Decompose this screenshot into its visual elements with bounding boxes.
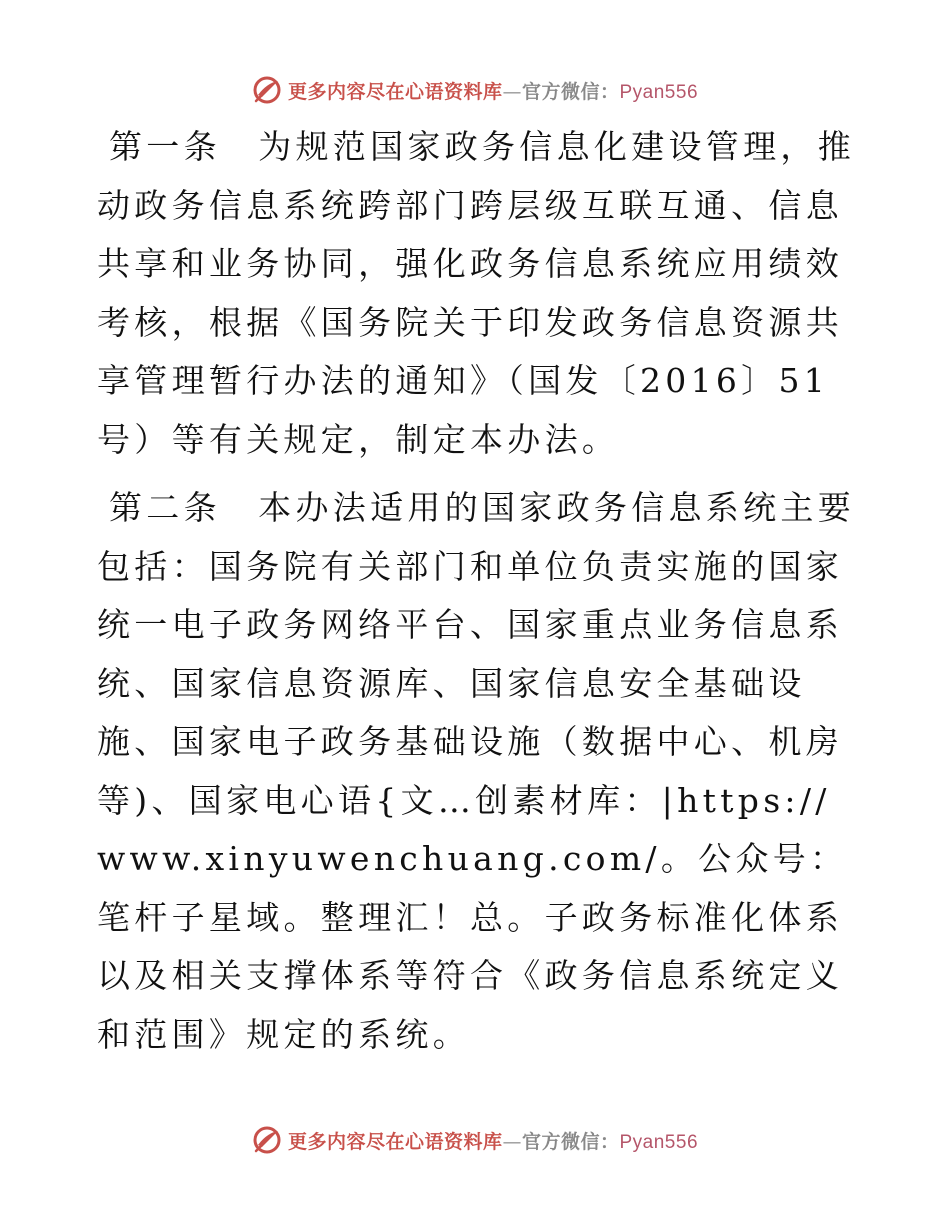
article-paragraph-1: 第一条 为规范国家政务信息化建设管理，推动政务信息系统跨部门跨层级互联互通、信息共享和业务协同，强化政务信息系统应用绩效考核，根据《国务院关于印发政务信息资源共享管理暂行办法的通知》（国发〔2016〕51号）等有关规定，制定本办法。 [97, 127, 855, 459]
document-body [97, 118, 857, 1074]
pen-logo-icon [252, 75, 282, 105]
article-paragraph-2: 第二条 本办法适用的国家政务信息系统主要包括：国务院有关部门和单位负责实施的国家统一电子政务网络平台、国家重点业务信息系统、国家信息资源库、国家信息安全基础设施、国家电子政务基础设施（数据中心、机房等)、国家电心语{文…创素材库：|https://www.xinyuwenchuang.com/。公众号：笔杆子星域。整理汇！总。子政务标准化体系以及相关支撑体系等符合《政务信息系统定义和范围》规定的系统。 [97, 488, 855, 1054]
header-watermark [0, 70, 950, 110]
pen-logo-icon [252, 1125, 282, 1155]
watermark-text: 更多内容尽在心语资料库—官方微信：Pyan556 [287, 1130, 699, 1153]
watermark-text: 更多内容尽在心语资料库—官方微信：Pyan556 [287, 80, 699, 103]
footer-watermark [0, 1120, 950, 1160]
